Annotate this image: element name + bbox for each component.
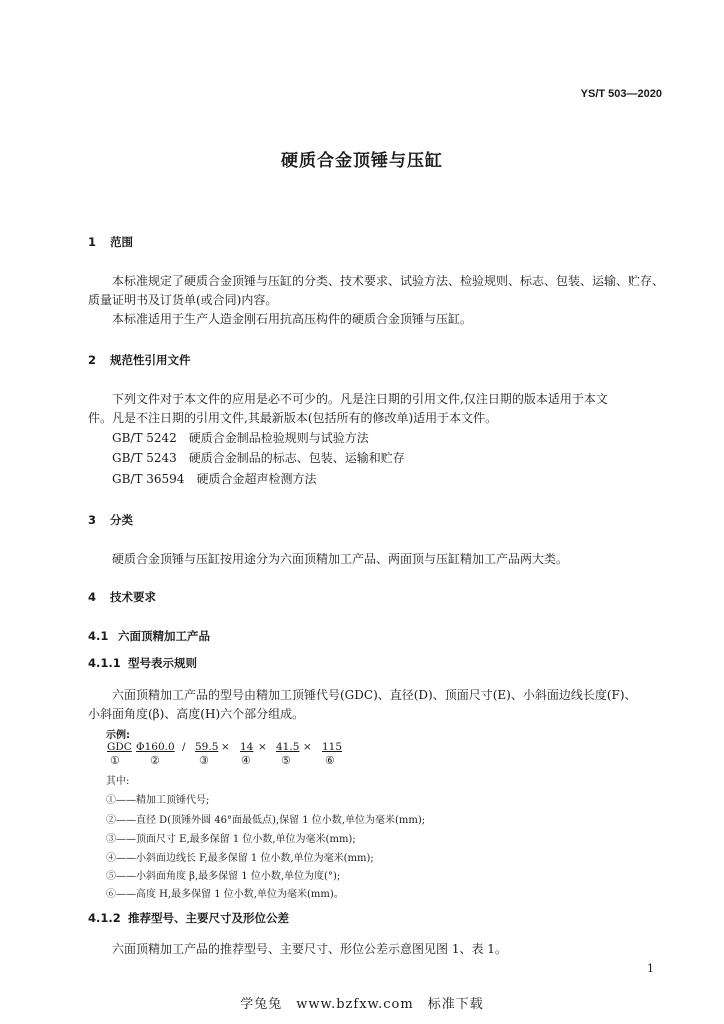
reference-item: GB/T 5242 硬质合金制品检验规则与试验方法 xyxy=(112,431,369,445)
code-separator: × xyxy=(221,741,230,753)
sec412-para1: 六面顶精加工产品的推荐型号、主要尺寸、形位公差示意图见图 1、表 1。 xyxy=(112,942,507,956)
code-legend-item: ⑥——高度 H,最多保留 1 位小数,单位为毫米(mm)。 xyxy=(106,889,344,900)
sec1-para1-line2: 质量证明书及订货单(或合同)内容。 xyxy=(88,293,278,307)
section-title: 分类 xyxy=(110,513,133,527)
sec1-para1-line1: 本标准规定了硬质合金顶锤与压缸的分类、技术要求、试验方法、检验规则、标志、包装、运输、贮存、 xyxy=(112,274,665,288)
section-number: 1 xyxy=(88,235,97,249)
code-part-diameter: Φ160.0 xyxy=(136,741,175,753)
section-title: 推荐型号、主要尺寸及形位公差 xyxy=(128,911,289,925)
code-marker: ② xyxy=(150,754,160,767)
code-part-top-size: 59.5 xyxy=(195,741,219,753)
standard-number: YS/T 503—2020 xyxy=(580,88,662,100)
reference-item: GB/T 36594 硬质合金超声检测方法 xyxy=(112,472,317,486)
page-title: 硬质合金顶锤与压缸 xyxy=(281,151,443,171)
section-title: 六面顶精加工产品 xyxy=(118,629,210,643)
code-legend-item: ①——精加工顶锤代号; xyxy=(106,795,210,806)
section-number: 4.1.2 xyxy=(88,911,121,925)
code-marker: ⑥ xyxy=(325,754,335,767)
section-1-heading xyxy=(88,234,133,250)
code-marker: ③ xyxy=(199,754,209,767)
reference-item: GB/T 5243 硬质合金制品的标志、包装、运输和贮存 xyxy=(112,451,405,465)
page-number: 1 xyxy=(647,962,654,975)
code-separator: × xyxy=(258,741,267,753)
section-title: 型号表示规则 xyxy=(128,656,197,670)
model-code-example xyxy=(0,741,724,773)
section-title: 技术要求 xyxy=(110,590,156,604)
where-label: 其中: xyxy=(106,776,130,787)
code-part-bevel-length: 14 xyxy=(240,741,254,753)
code-legend-item: ②——直径 D(顶锤外圆 46°面最低点),保留 1 位小数,单位为毫米(mm); xyxy=(106,815,426,826)
code-separator: / xyxy=(182,741,186,753)
sec3-para1: 硬质合金顶锤与压缸按用途分为六面顶精加工产品、两面顶与压缸精加工产品两大类。 xyxy=(112,552,569,566)
section-4-1-2-heading xyxy=(88,910,289,926)
code-legend-item: ⑤——小斜面角度 β,最多保留 1 位小数,单位为度(°); xyxy=(106,871,341,882)
code-part-gdc: GDC xyxy=(107,741,132,753)
code-part-height: 115 xyxy=(322,741,343,753)
code-marker: ⑤ xyxy=(281,754,291,767)
sec1-para2: 本标准适用于生产人造金刚石用抗高压构件的硬质合金顶锤与压缸。 xyxy=(112,312,473,326)
section-number: 4 xyxy=(88,590,97,604)
code-marker: ④ xyxy=(241,754,251,767)
sec2-para1-line1: 下列文件对于本文件的应用是必不可少的。凡是注日期的引用文件,仅注日期的版本适用于本文 xyxy=(112,392,608,406)
section-title: 规范性引用文件 xyxy=(110,353,191,367)
section-number: 4.1.1 xyxy=(88,656,121,670)
section-3-heading xyxy=(88,512,133,528)
code-separator: × xyxy=(303,741,312,753)
code-legend-item: ③——顶面尺寸 E,最多保留 1 位小数,单位为毫米(mm); xyxy=(106,834,356,845)
section-number: 2 xyxy=(88,353,97,367)
sec2-para1-line2: 件。凡是不注日期的引用文件,其最新版本(包括所有的修改单)适用于本文件。 xyxy=(88,411,498,425)
code-part-bevel-angle: 41.5 xyxy=(276,741,300,753)
section-4-heading xyxy=(88,589,156,605)
code-marker: ① xyxy=(110,754,120,767)
sec411-para1-line2: 小斜面角度(β)、高度(H)六个部分组成。 xyxy=(88,707,305,721)
footer-watermark: 学兔兔 www.bzfxw.com 标准下载 xyxy=(240,997,484,1012)
code-legend-item: ④——小斜面边线长 F,最多保留 1 位小数,单位为毫米(mm); xyxy=(106,853,374,864)
section-title: 范围 xyxy=(110,235,133,249)
section-number: 3 xyxy=(88,513,97,527)
example-label: 示例: xyxy=(106,730,130,741)
section-4-1-1-heading xyxy=(88,655,197,671)
section-2-heading xyxy=(88,352,191,368)
section-number: 4.1 xyxy=(88,629,109,643)
sec411-para1-line1: 六面顶精加工产品的型号由精加工顶锤代号(GDC)、直径(D)、顶面尺寸(E)、小斜面边线长度(F)、 xyxy=(112,688,637,702)
section-4-1-heading xyxy=(88,628,210,644)
